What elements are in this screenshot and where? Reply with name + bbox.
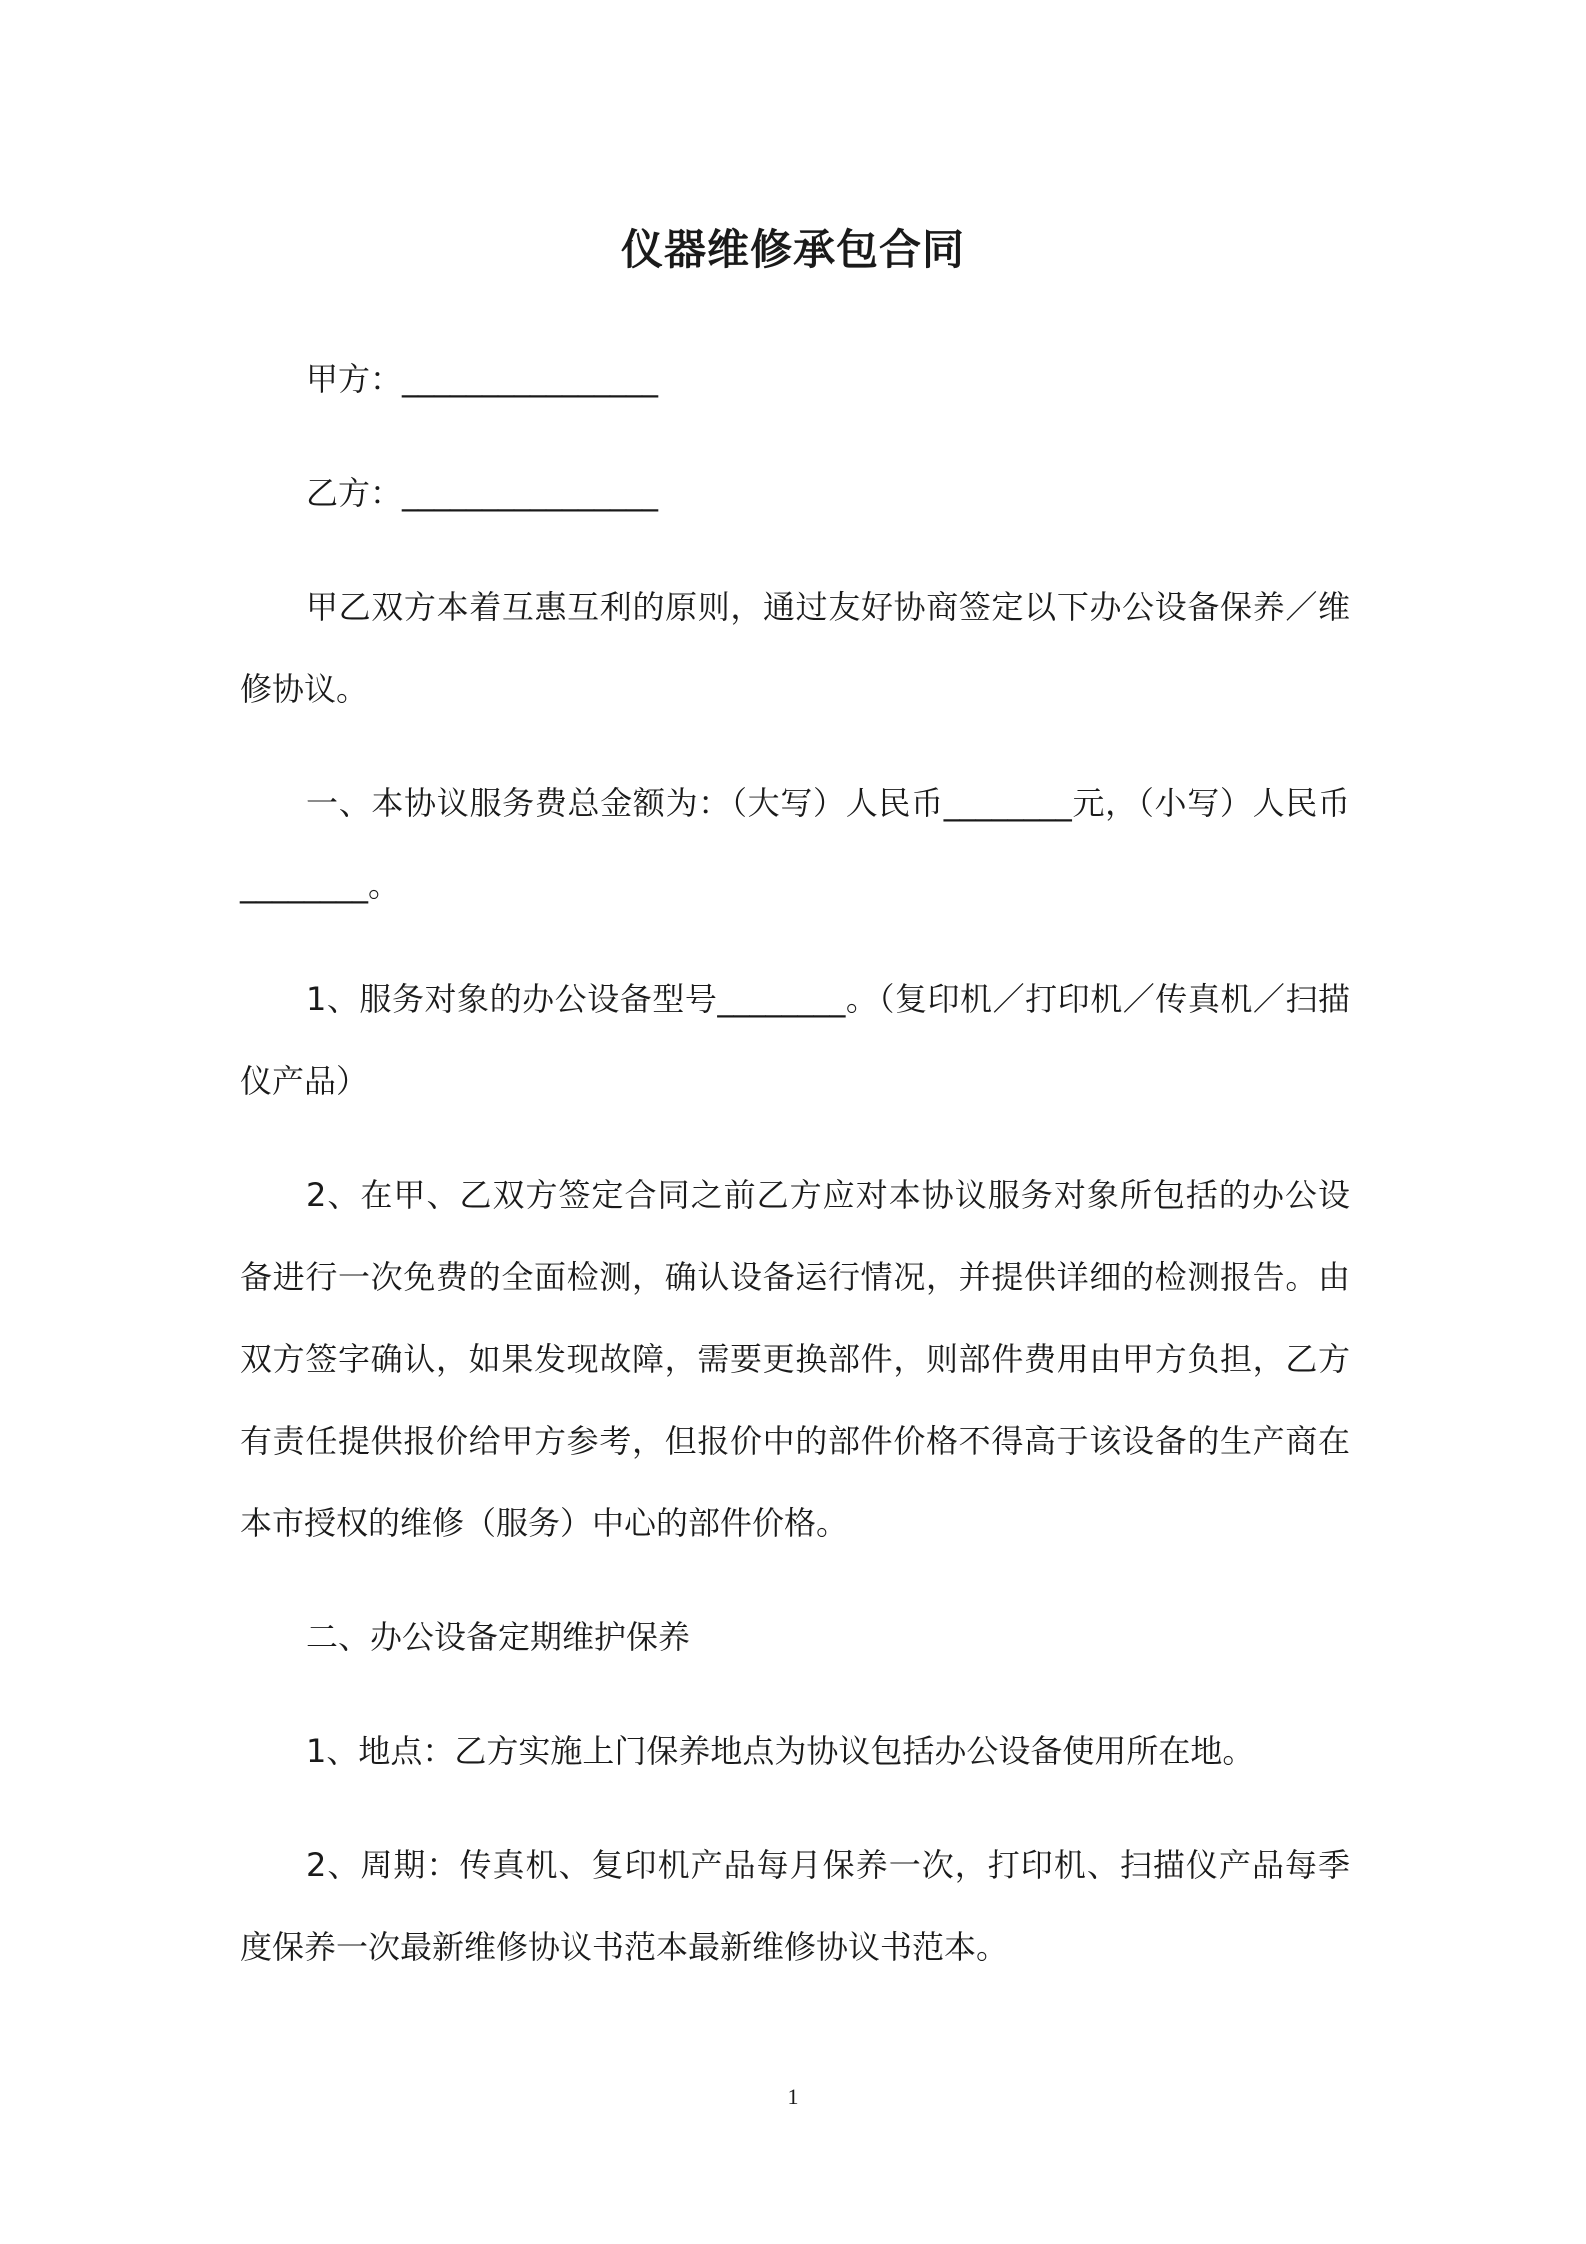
document-title: 仪器维修承包合同 <box>620 225 965 274</box>
party-b-line: 乙方：________________ <box>306 474 659 512</box>
clause-2-inspection: 2、在甲、乙双方签定合同之前乙方应对本协议服务对象所包括的办公设备进行一次免费的全面检测，确认设备运行情况，并提供详细的检测报告。由双方签字确认，如果发现故障，需要更换部件，则部件费用由甲方负担，乙方有责任提供报价给甲方参考，但报价中的部件价格不得高于该设备的生产商在本市授权的维修（服务）中心的部件价格。 <box>240 1176 1350 1542</box>
section-two-heading: 二、办公设备定期维护保养 <box>306 1618 691 1656</box>
section-one-fee: 一、本协议服务费总金额为：（大写）人民币________元，（小写）人民币________。 <box>240 784 1350 904</box>
clause-1-equipment-model: 1、服务对象的办公设备型号________。（复印机／打印机／传真机／扫描仪产品） <box>240 980 1350 1100</box>
clause-2-period: 2、周期：传真机、复印机产品每月保养一次，打印机、扫描仪产品每季度保养一次最新维修协议书范本最新维修协议书范本。 <box>240 1846 1350 1966</box>
party-a-line: 甲方：________________ <box>306 360 659 398</box>
page-number: 1 <box>787 2084 799 2109</box>
clause-1-location: 1、地点：乙方实施上门保养地点为协议包括办公设备使用所在地。 <box>306 1732 1255 1770</box>
intro-paragraph: 甲乙双方本着互惠互利的原则，通过友好协商签定以下办公设备保养／维修协议。 <box>240 588 1350 708</box>
